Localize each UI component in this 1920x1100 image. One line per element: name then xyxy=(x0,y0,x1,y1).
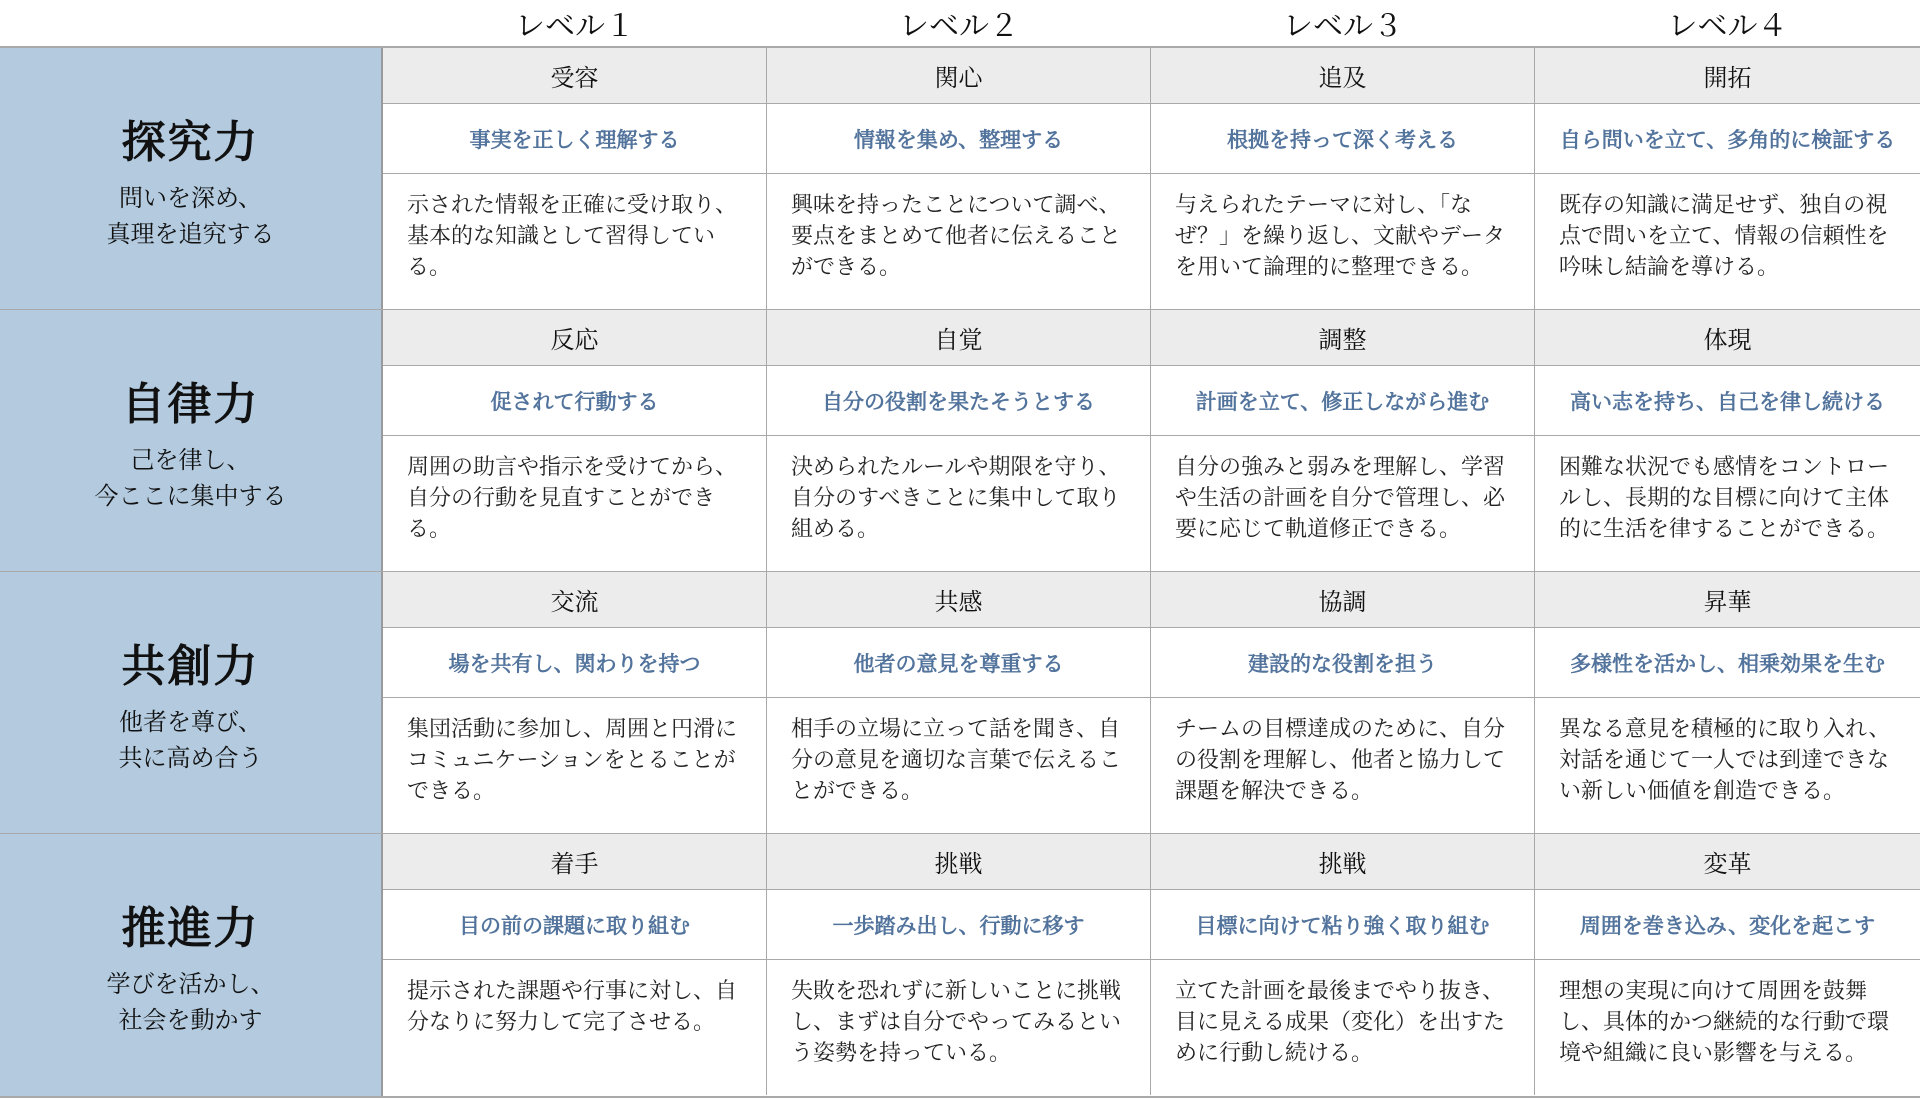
criteria-text: 集団活動に参加し、周囲と円滑にコミュニケーションをとることができる。 xyxy=(383,698,767,833)
competency-row xyxy=(0,834,1920,1096)
criteria-text: 異なる意見を積極的に取り入れ、対話を通じて一人では到達できない新しい価値を創造できる。 xyxy=(1535,698,1920,833)
level-header-1: レベル１ xyxy=(515,9,635,44)
level-header-3: レベル３ xyxy=(1283,9,1403,44)
criteria-text: 周囲の助言や指示を受けてから、自分の行動を見直すことができる。 xyxy=(383,436,767,571)
goal-text: 自分の役割を果たそうとする xyxy=(767,366,1151,436)
competency-description: 学びを活かし、 社会を動かす xyxy=(106,970,275,1034)
goal-text: 情報を集め、整理する xyxy=(767,104,1151,174)
criteria-text: 決められたルールや期限を守り、自分のすべきことに集中して取り組める。 xyxy=(767,436,1151,571)
criteria-text: 興味を持ったことについて調べ、要点をまとめて他者に伝えることができる。 xyxy=(767,174,1151,309)
competency-label-cell xyxy=(0,310,383,572)
criteria-text: 提示された課題や行事に対し、自分なりに努力して完了させる。 xyxy=(383,960,767,1095)
competency-name: 自律力 xyxy=(121,379,260,430)
stage-label: 反応 xyxy=(383,310,767,366)
stage-label: 体現 xyxy=(1535,310,1920,366)
competency-label-cell xyxy=(0,48,383,310)
row-divider xyxy=(0,571,1920,572)
criteria-text: 既存の知識に満足せず、独自の視点で問いを立て、情報の信頼性を吟味し結論を導ける。 xyxy=(1535,174,1920,309)
competency-name: 共創力 xyxy=(121,641,260,692)
level-header-4: レベル４ xyxy=(1667,9,1788,44)
stage-label: 調整 xyxy=(1151,310,1535,366)
goal-text: 場を共有し、関わりを持つ xyxy=(383,628,767,698)
competency-row xyxy=(0,48,1920,310)
level-header-2: レベル２ xyxy=(899,9,1019,44)
goal-text: 建設的な役割を担う xyxy=(1151,628,1535,698)
goal-text: 促されて行動する xyxy=(383,366,767,436)
competency-name: 探究力 xyxy=(121,117,260,168)
criteria-text: 自分の強みと弱みを理解し、学習や生活の計画を自分で管理し、必要に応じて軌道修正できる。 xyxy=(1151,436,1535,571)
competency-row xyxy=(0,572,1920,834)
stage-label: 開拓 xyxy=(1535,48,1920,104)
criteria-text: チームの目標達成のために、自分の役割を理解し、他者と協力して課題を解決できる。 xyxy=(1151,698,1535,833)
stage-label: 関心 xyxy=(767,48,1151,104)
stage-label: 自覚 xyxy=(767,310,1151,366)
stage-label: 昇華 xyxy=(1535,572,1920,628)
goal-text: 他者の意見を尊重する xyxy=(767,628,1151,698)
competency-label-cell xyxy=(0,572,383,834)
competency-description: 他者を尊び、 共に高め合う xyxy=(118,708,263,772)
competency-description: 問いを深め、 真理を追究する xyxy=(106,184,275,248)
criteria-text: 与えられたテーマに対し、「なぜ？」を繰り返し、文献やデータを用いて論理的に整理できる。 xyxy=(1151,174,1535,309)
goal-text: 計画を立て、修正しながら進む xyxy=(1151,366,1535,436)
criteria-text: 困難な状況でも感情をコントロールし、長期的な目標に向けて主体的に生活を律することができる。 xyxy=(1535,436,1920,571)
stage-label: 交流 xyxy=(383,572,767,628)
competency-description: 己を律し、 今ここに集中する xyxy=(94,446,287,510)
goal-text: 目標に向けて粘り強く取り組む xyxy=(1151,890,1535,960)
competency-label-cell xyxy=(0,834,383,1096)
stage-label: 変革 xyxy=(1535,834,1920,890)
rubric-table xyxy=(0,46,1920,1098)
goal-text: 根拠を持って深く考える xyxy=(1151,104,1535,174)
row-divider xyxy=(0,833,1920,834)
criteria-text: 失敗を恐れずに新しいことに挑戦し、まずは自分でやってみるという姿勢を持っている。 xyxy=(767,960,1151,1095)
competency-row xyxy=(0,310,1920,572)
goal-text: 一歩踏み出し、行動に移す xyxy=(767,890,1151,960)
stage-label: 共感 xyxy=(767,572,1151,628)
goal-text: 高い志を持ち、自己を律し続ける xyxy=(1535,366,1920,436)
stage-label: 追及 xyxy=(1151,48,1535,104)
row-divider xyxy=(0,309,1920,310)
stage-label: 挑戦 xyxy=(767,834,1151,890)
stage-label: 挑戦 xyxy=(1151,834,1535,890)
stage-label: 着手 xyxy=(383,834,767,890)
stage-label: 受容 xyxy=(383,48,767,104)
goal-text: 事実を正しく理解する xyxy=(383,104,767,174)
criteria-text: 示された情報を正確に受け取り、基本的な知識として習得している。 xyxy=(383,174,767,309)
goal-text: 目の前の課題に取り組む xyxy=(383,890,767,960)
criteria-text: 相手の立場に立って話を聞き、自分の意見を適切な言葉で伝えることができる。 xyxy=(767,698,1151,833)
criteria-text: 立てた計画を最後までやり抜き、目に見える成果（変化）を出すために行動し続ける。 xyxy=(1151,960,1535,1095)
competency-name: 推進力 xyxy=(121,903,260,954)
goal-text: 多様性を活かし、相乗効果を生む xyxy=(1535,628,1920,698)
stage-label: 協調 xyxy=(1151,572,1535,628)
criteria-text: 理想の実現に向けて周囲を鼓舞し、具体的かつ継続的な行動で環境や組織に良い影響を与える。 xyxy=(1535,960,1920,1095)
goal-text: 自ら問いを立て、多角的に検証する xyxy=(1535,104,1920,174)
goal-text: 周囲を巻き込み、変化を起こす xyxy=(1535,890,1920,960)
